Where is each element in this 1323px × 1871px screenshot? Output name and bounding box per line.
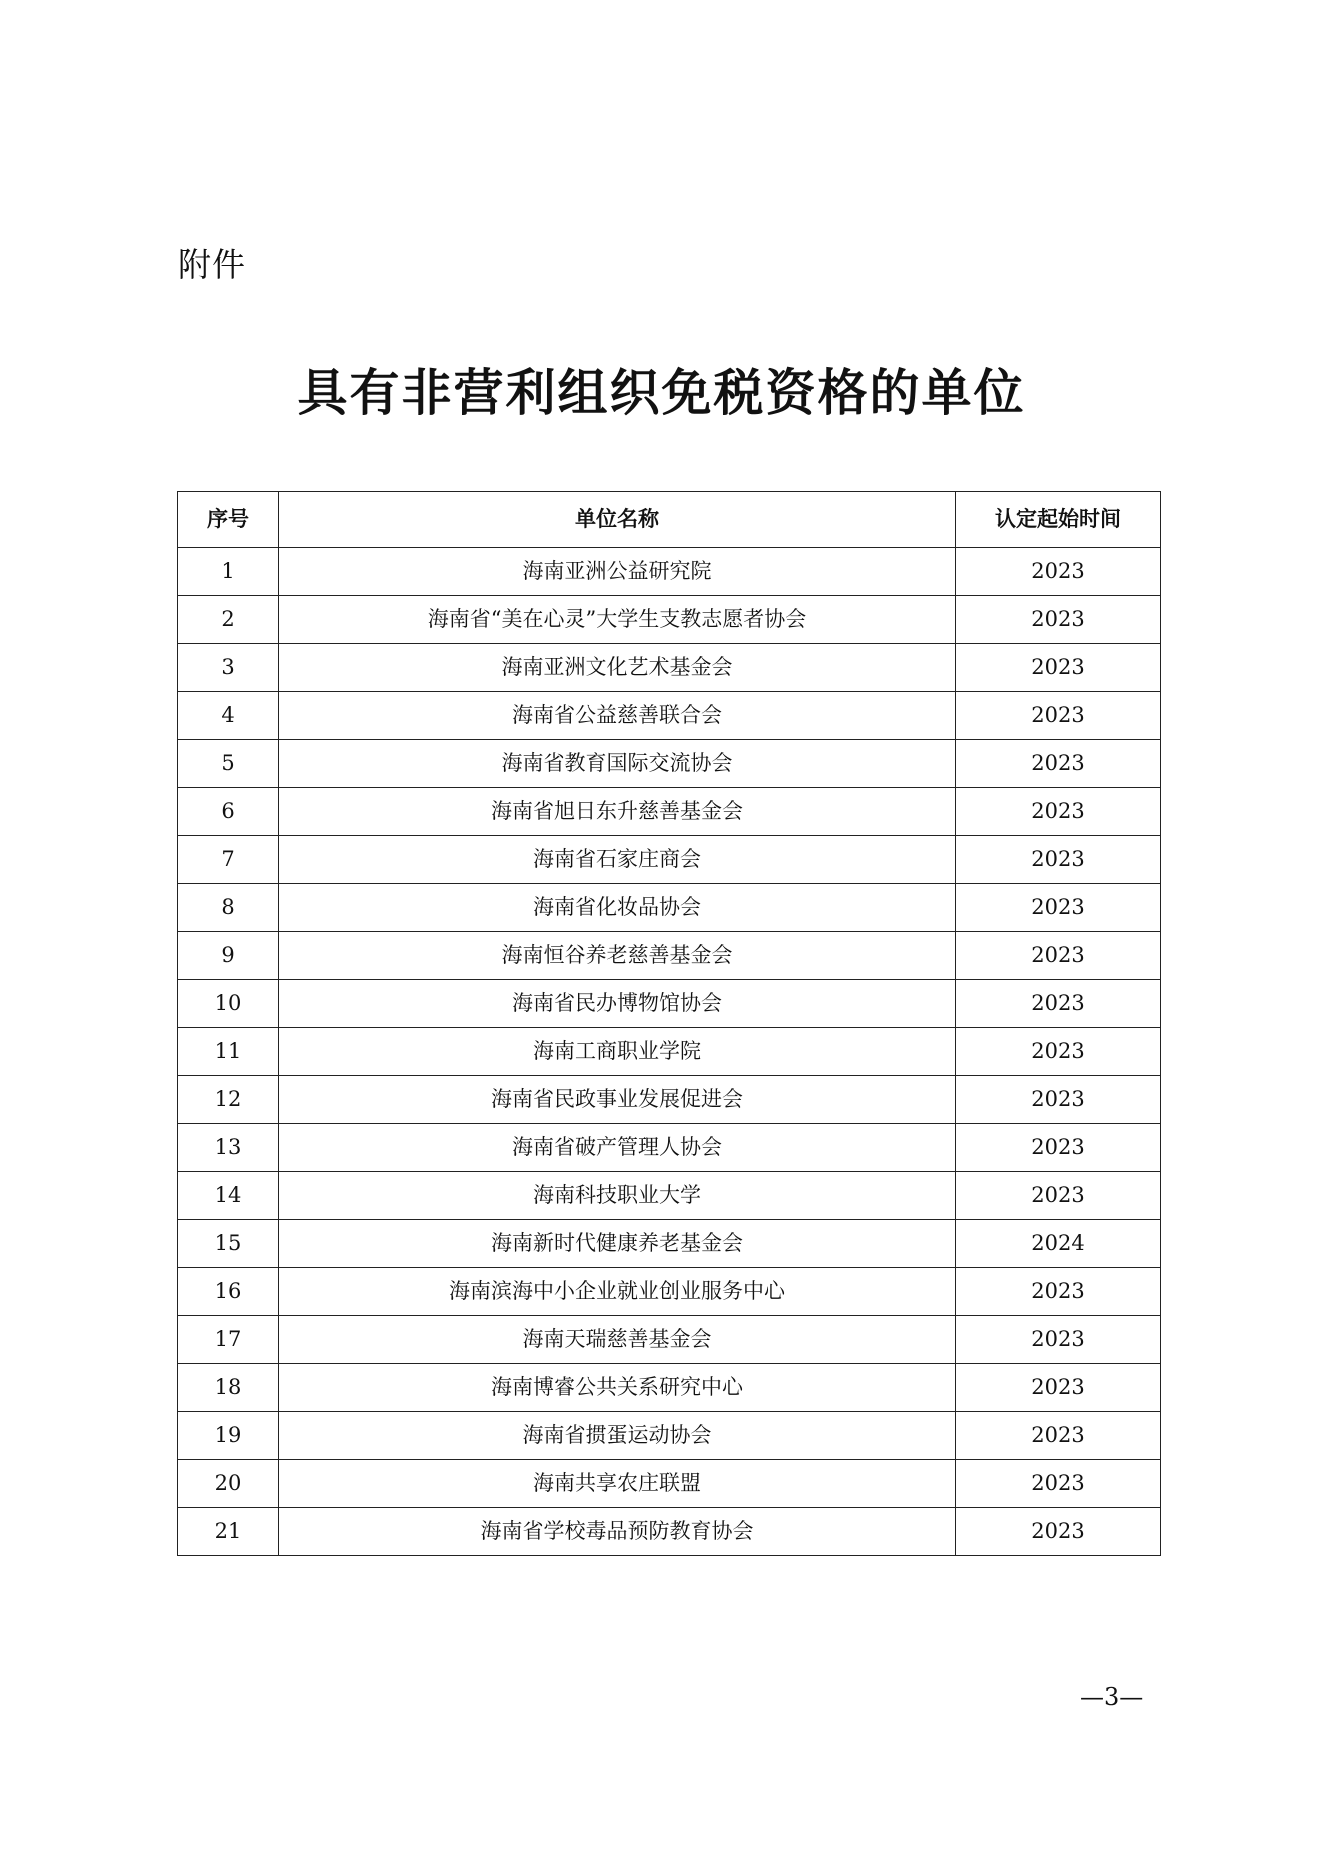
table-row xyxy=(178,1076,1161,1124)
table-row xyxy=(178,596,1161,644)
cell-start: 2023 xyxy=(956,980,1161,1028)
table-row xyxy=(178,788,1161,836)
cell-start: 2023 xyxy=(956,836,1161,884)
cell-name: 海南工商职业学院 xyxy=(279,1028,956,1076)
cell-start: 2023 xyxy=(956,596,1161,644)
cell-seq: 21 xyxy=(178,1508,279,1556)
cell-name: 海南省公益慈善联合会 xyxy=(279,692,956,740)
table-row xyxy=(178,548,1161,596)
cell-name: 海南科技职业大学 xyxy=(279,1172,956,1220)
cell-name: 海南省化妆品协会 xyxy=(279,884,956,932)
table-row xyxy=(178,1508,1161,1556)
cell-seq: 13 xyxy=(178,1124,279,1172)
cell-start: 2023 xyxy=(956,884,1161,932)
cell-seq: 14 xyxy=(178,1172,279,1220)
cell-name: 海南天瑞慈善基金会 xyxy=(279,1316,956,1364)
attachment-label: 附件 xyxy=(178,245,246,284)
cell-seq: 1 xyxy=(178,548,279,596)
table-row xyxy=(178,740,1161,788)
cell-seq: 5 xyxy=(178,740,279,788)
cell-name: 海南滨海中小企业就业创业服务中心 xyxy=(279,1268,956,1316)
cell-seq: 17 xyxy=(178,1316,279,1364)
cell-start: 2023 xyxy=(956,932,1161,980)
cell-name: 海南共享农庄联盟 xyxy=(279,1460,956,1508)
cell-start: 2023 xyxy=(956,1076,1161,1124)
cell-seq: 4 xyxy=(178,692,279,740)
table-row xyxy=(178,644,1161,692)
cell-start: 2023 xyxy=(956,1172,1161,1220)
cell-start: 2023 xyxy=(956,740,1161,788)
table-header-row xyxy=(178,492,1161,548)
cell-name: 海南省“美在心灵”大学生支教志愿者协会 xyxy=(279,596,956,644)
cell-start: 2024 xyxy=(956,1220,1161,1268)
cell-name: 海南省民政事业发展促进会 xyxy=(279,1076,956,1124)
cell-name: 海南省教育国际交流协会 xyxy=(279,740,956,788)
cell-name: 海南省民办博物馆协会 xyxy=(279,980,956,1028)
cell-seq: 3 xyxy=(178,644,279,692)
cell-seq: 20 xyxy=(178,1460,279,1508)
cell-start: 2023 xyxy=(956,1124,1161,1172)
cell-seq: 6 xyxy=(178,788,279,836)
table-row xyxy=(178,932,1161,980)
cell-seq: 10 xyxy=(178,980,279,1028)
cell-seq: 16 xyxy=(178,1268,279,1316)
table-row xyxy=(178,1268,1161,1316)
cell-name: 海南省石家庄商会 xyxy=(279,836,956,884)
cell-seq: 2 xyxy=(178,596,279,644)
cell-seq: 7 xyxy=(178,836,279,884)
table-row xyxy=(178,1364,1161,1412)
cell-seq: 9 xyxy=(178,932,279,980)
table-row xyxy=(178,1316,1161,1364)
table-row xyxy=(178,1220,1161,1268)
cell-start: 2023 xyxy=(956,692,1161,740)
table-row xyxy=(178,884,1161,932)
table-body xyxy=(178,548,1161,1556)
header-name: 单位名称 xyxy=(279,492,956,548)
cell-name: 海南新时代健康养老基金会 xyxy=(279,1220,956,1268)
cell-start: 2023 xyxy=(956,1268,1161,1316)
cell-name: 海南亚洲文化艺术基金会 xyxy=(279,644,956,692)
cell-start: 2023 xyxy=(956,788,1161,836)
document-title: 具有非营利组织免税资格的单位 xyxy=(297,363,1026,422)
cell-seq: 12 xyxy=(178,1076,279,1124)
cell-start: 2023 xyxy=(956,1460,1161,1508)
cell-start: 2023 xyxy=(956,1316,1161,1364)
header-start: 认定起始时间 xyxy=(956,492,1161,548)
cell-name: 海南博睿公共关系研究中心 xyxy=(279,1364,956,1412)
cell-name: 海南省旭日东升慈善基金会 xyxy=(279,788,956,836)
cell-start: 2023 xyxy=(956,1508,1161,1556)
cell-seq: 11 xyxy=(178,1028,279,1076)
table-row xyxy=(178,980,1161,1028)
table-row xyxy=(178,1412,1161,1460)
cell-seq: 19 xyxy=(178,1412,279,1460)
header-seq: 序号 xyxy=(178,492,279,548)
cell-name: 海南亚洲公益研究院 xyxy=(279,548,956,596)
cell-start: 2023 xyxy=(956,1412,1161,1460)
cell-seq: 15 xyxy=(178,1220,279,1268)
cell-name: 海南省破产管理人协会 xyxy=(279,1124,956,1172)
cell-seq: 18 xyxy=(178,1364,279,1412)
cell-start: 2023 xyxy=(956,548,1161,596)
table-row xyxy=(178,1460,1161,1508)
table-row xyxy=(178,692,1161,740)
table-row xyxy=(178,1172,1161,1220)
organization-table xyxy=(177,491,1161,1556)
cell-name: 海南省掼蛋运动协会 xyxy=(279,1412,956,1460)
page-number: —3— xyxy=(1080,1683,1144,1711)
cell-start: 2023 xyxy=(956,1364,1161,1412)
table-row xyxy=(178,1124,1161,1172)
cell-name: 海南省学校毒品预防教育协会 xyxy=(279,1508,956,1556)
cell-start: 2023 xyxy=(956,644,1161,692)
cell-start: 2023 xyxy=(956,1028,1161,1076)
table-row xyxy=(178,1028,1161,1076)
table-row xyxy=(178,836,1161,884)
cell-name: 海南恒谷养老慈善基金会 xyxy=(279,932,956,980)
cell-seq: 8 xyxy=(178,884,279,932)
